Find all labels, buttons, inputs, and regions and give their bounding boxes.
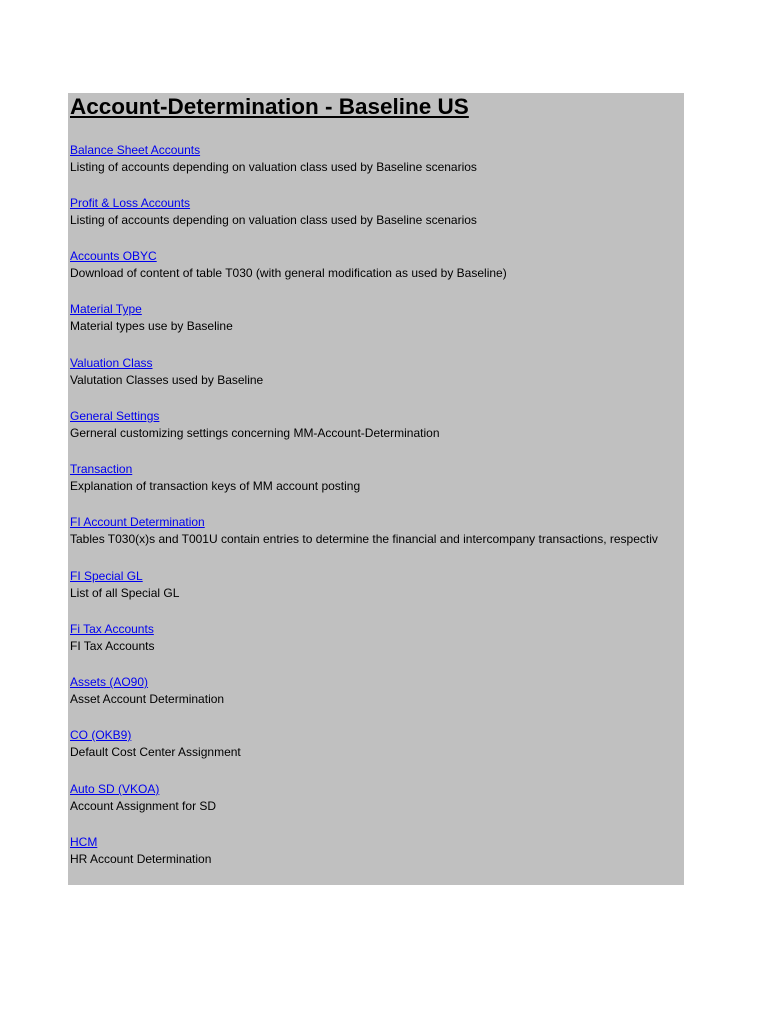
entry-description: Listing of accounts depending on valuation class used by Baseline scenarios xyxy=(70,160,477,174)
entry-fi-tax-accounts xyxy=(70,621,684,654)
page-title: Account-Determination - Baseline US xyxy=(70,94,469,119)
link-profit-loss-accounts[interactable]: Profit & Loss Accounts xyxy=(70,196,191,210)
entry-description: Default Cost Center Assignment xyxy=(70,745,241,759)
link-assets-ao90[interactable]: Assets (AO90) xyxy=(70,675,149,689)
entry-accounts-obyc xyxy=(70,248,684,281)
entry-transaction xyxy=(70,461,684,494)
link-general-settings[interactable]: General Settings xyxy=(70,409,160,423)
entry-profit-loss-accounts xyxy=(70,195,684,228)
entry-description: Account Assignment for SD xyxy=(70,799,217,813)
link-valuation-class[interactable]: Valuation Class xyxy=(70,356,153,370)
entry-description: FI Tax Accounts xyxy=(70,639,155,653)
entry-description: List of all Special GL xyxy=(70,586,180,600)
entry-general-settings xyxy=(70,408,684,441)
entry-description: Listing of accounts depending on valuation class used by Baseline scenarios xyxy=(70,213,477,227)
entry-description: Download of content of table T030 (with general modification as used by Baseline) xyxy=(70,266,507,280)
entry-description: HR Account Determination xyxy=(70,852,212,866)
entry-description: Valutation Classes used by Baseline xyxy=(70,373,264,387)
link-co-okb9[interactable]: CO (OKB9) xyxy=(70,728,132,742)
entry-description: Explanation of transaction keys of MM account posting xyxy=(70,479,361,493)
link-fi-tax-accounts[interactable]: Fi Tax Accounts xyxy=(70,622,154,636)
entry-material-type xyxy=(70,301,684,334)
entry-auto-sd-vkoa xyxy=(70,781,684,814)
link-material-type[interactable]: Material Type xyxy=(70,302,142,316)
entry-co-okb9 xyxy=(70,727,684,760)
entry-valuation-class xyxy=(70,355,684,388)
link-transaction[interactable]: Transaction xyxy=(70,462,133,476)
link-hcm[interactable]: HCM xyxy=(70,835,98,849)
link-fi-special-gl[interactable]: FI Special GL xyxy=(70,569,143,583)
entry-description: Tables T030(x)s and T001U contain entries to determine the financial and intercompany transactions, respectiv xyxy=(70,532,658,546)
link-fi-account-determination[interactable]: FI Account Determination xyxy=(70,515,205,529)
entry-fi-account-determination xyxy=(70,514,684,547)
entry-description: Gerneral customizing settings concerning MM-Account-Determination xyxy=(70,426,440,440)
content-panel xyxy=(68,93,684,885)
entry-assets-ao90 xyxy=(70,674,684,707)
entry-description: Asset Account Determination xyxy=(70,692,225,706)
link-balance-sheet-accounts[interactable]: Balance Sheet Accounts xyxy=(70,143,201,157)
entry-fi-special-gl xyxy=(70,568,684,601)
entry-balance-sheet-accounts xyxy=(70,142,684,175)
entry-description: Material types use by Baseline xyxy=(70,319,233,333)
link-auto-sd-vkoa[interactable]: Auto SD (VKOA) xyxy=(70,782,160,796)
entry-hcm xyxy=(70,834,684,867)
link-accounts-obyc[interactable]: Accounts OBYC xyxy=(70,249,157,263)
